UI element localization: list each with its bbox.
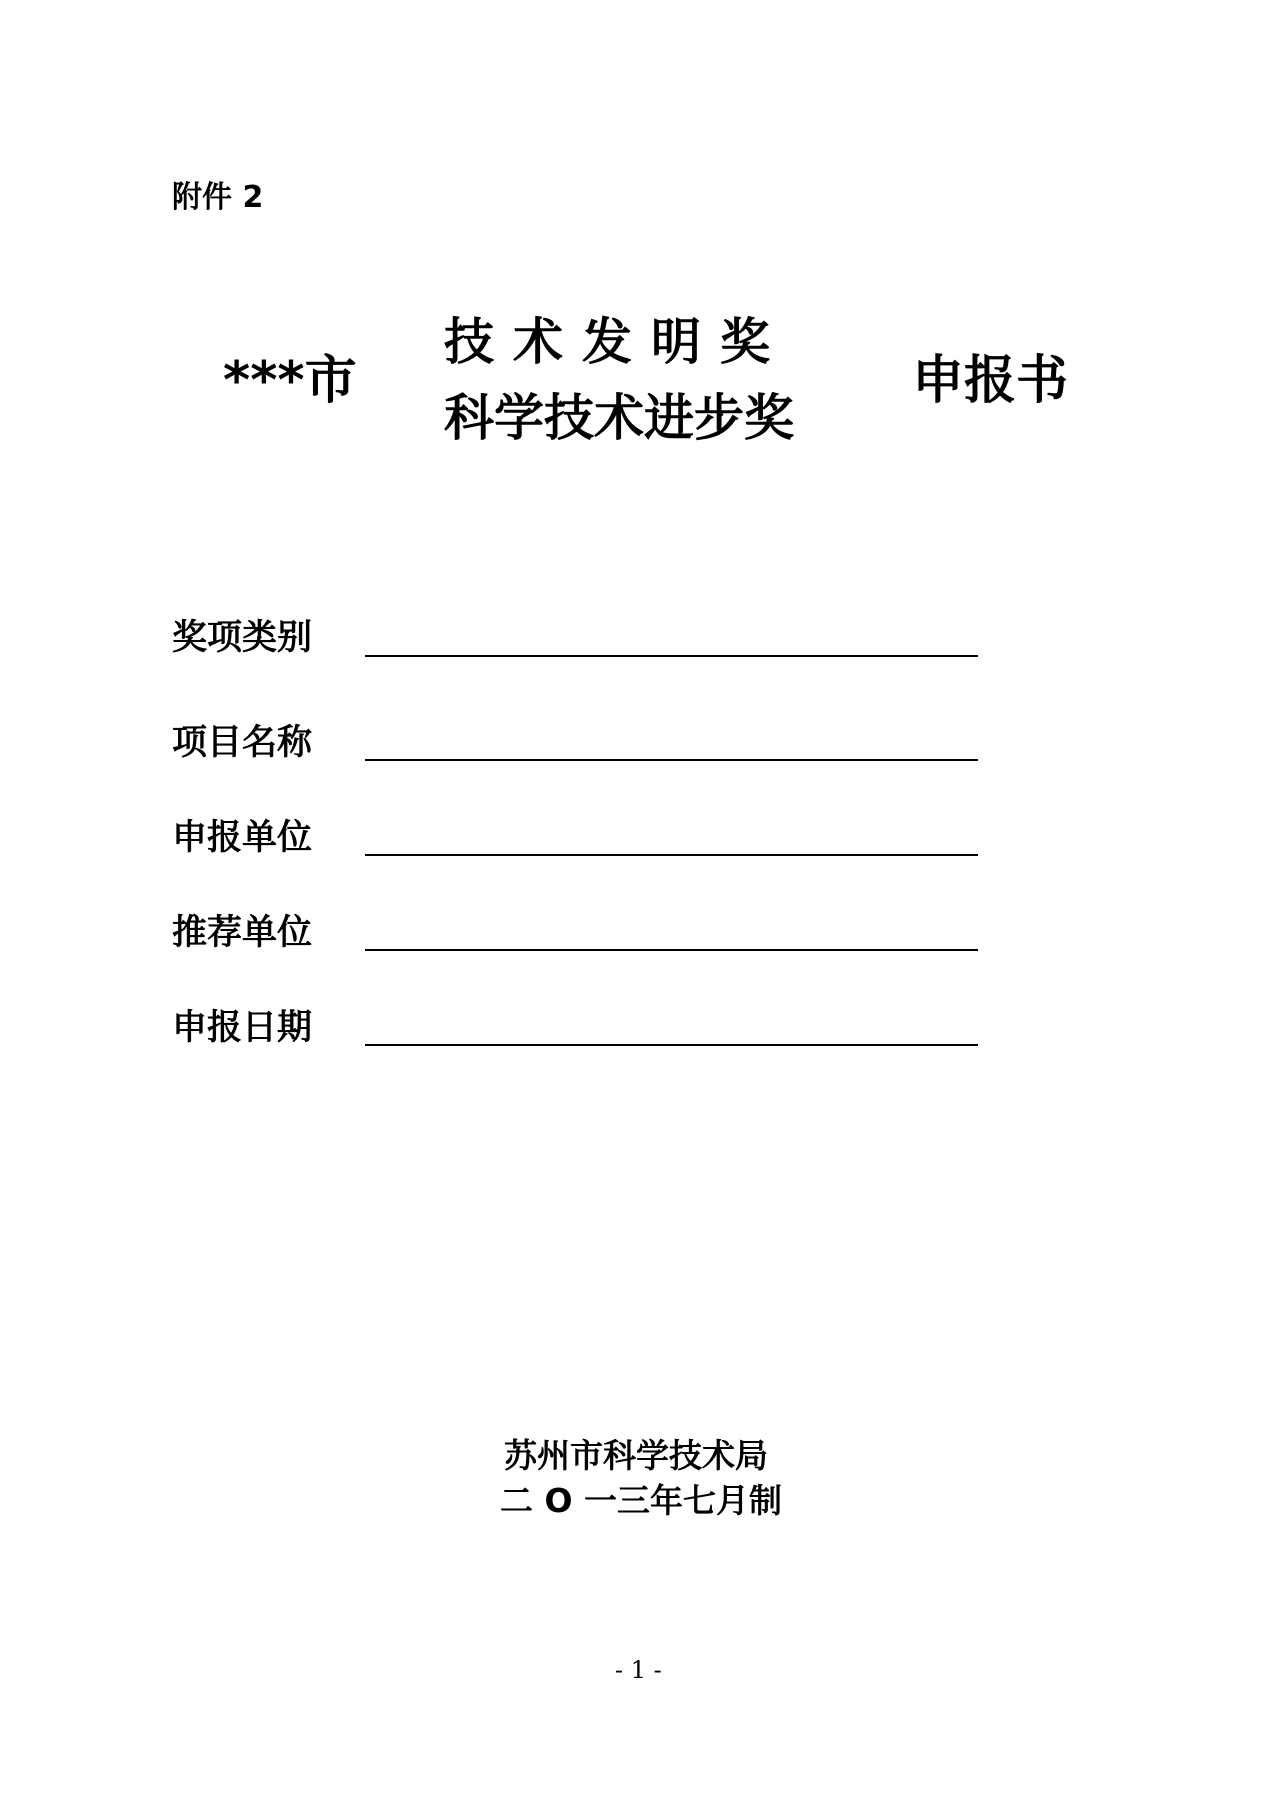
issue-date: 二 O 一三年七月制 [500,1481,783,1520]
field-label-project-name: 项目名称 [172,723,313,763]
field-line-project-name[interactable] [365,759,978,761]
field-line-applicant-unit[interactable] [365,854,978,856]
field-label-applicant-unit: 申报单位 [172,818,313,858]
field-line-recommending-unit[interactable] [365,949,978,951]
field-label-application-date: 申报日期 [172,1008,313,1048]
issuer-name: 苏州市科学技术局 [504,1436,768,1475]
field-label-award-category: 奖项类别 [172,618,313,658]
title-award-science-progress: 科学技术进步奖 [444,389,794,447]
title-city: ***市 [223,351,357,411]
field-line-application-date[interactable] [365,1044,978,1046]
field-line-award-category[interactable] [365,655,978,657]
attachment-label: 附件 2 [172,180,264,215]
field-label-recommending-unit: 推荐单位 [172,913,313,953]
title-award-technical-invention: 技术发明奖 [444,313,789,371]
title-report-suffix: 申报书 [912,351,1069,411]
page-number: - 1 - [615,1656,662,1684]
